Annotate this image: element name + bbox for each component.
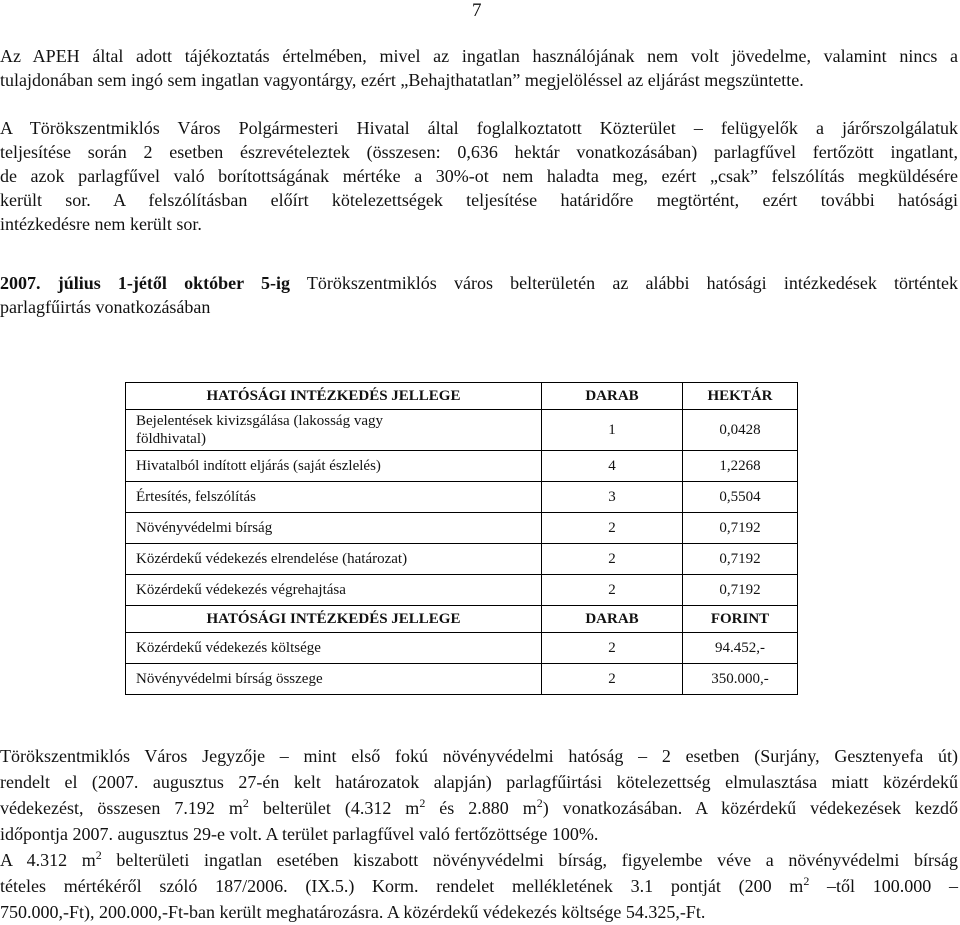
paragraph-jegyzo xyxy=(0,743,958,925)
row-label: Értesítés, felszólítás xyxy=(126,482,542,513)
row-value: 0,7192 xyxy=(683,544,798,575)
row-value: 0,7192 xyxy=(683,513,798,544)
header-cell: DARAB xyxy=(542,606,683,633)
row-label: Közérdekű védekezés költsége xyxy=(126,633,542,664)
table-header-row xyxy=(126,606,798,633)
text-line xyxy=(0,271,958,295)
row-count: 2 xyxy=(542,575,683,606)
row-count: 3 xyxy=(542,482,683,513)
superscript: 2 xyxy=(242,796,249,810)
row-value: 0,5504 xyxy=(683,482,798,513)
row-value: 1,2268 xyxy=(683,451,798,482)
measures-table xyxy=(125,382,798,695)
table-header-row xyxy=(126,383,798,410)
table-row xyxy=(126,544,798,575)
row-label: Növényvédelmi bírság összege xyxy=(126,664,542,695)
row-count: 2 xyxy=(542,513,683,544)
row-label-line: Bejelentések kivizsgálása (lakosság vagy xyxy=(136,413,384,429)
paragraph-kozterulet xyxy=(0,116,958,236)
row-count: 4 xyxy=(542,451,683,482)
date-range-bold: 2007. július 1-jétől október 5-ig xyxy=(0,273,290,293)
superscript: 2 xyxy=(536,796,543,810)
row-label: Növényvédelmi bírság xyxy=(126,513,542,544)
row-label xyxy=(126,410,542,451)
superscript: 2 xyxy=(419,796,426,810)
page-number: 7 xyxy=(472,0,482,21)
table-row xyxy=(126,482,798,513)
row-label-line: földhivatal) xyxy=(136,431,206,447)
row-count: 2 xyxy=(542,664,683,695)
header-cell: DARAB xyxy=(542,383,683,410)
text-line: Törökszentmiklós Város Jegyzője – mint első fokú növényvédelmi hatóság – 2 esetben (Surjány, Gesztenyefa út) xyxy=(0,746,958,766)
text-line: parlagfűirtás vonatkozásában xyxy=(0,297,211,317)
text-fragment: védekezést, összesen 7.192 m xyxy=(0,798,243,818)
text-fragment: A 4.312 m xyxy=(0,850,96,870)
row-count: 2 xyxy=(542,633,683,664)
text-fragment: Törökszentmiklós város belterületén az alábbi hatósági intézkedések történtek xyxy=(289,273,958,293)
table-row xyxy=(126,451,798,482)
table-row xyxy=(126,410,798,451)
table-row xyxy=(126,513,798,544)
text-line: Az APEH által adott tájékoztatás értelmében, mivel az ingatlan használójának nem volt jövedelme, valamint nincs a xyxy=(0,46,958,66)
text-line: időpontja 2007. augusztus 29-e volt. A terület parlagfűvel való fertőzöttsége 100%. xyxy=(0,824,599,844)
text-line: de azok parlagfűvel való borítottságának mértéke a 30%-ot nem haladta meg, ezért „csak” felszólítás megküldésére xyxy=(0,166,958,186)
row-label: Közérdekű védekezés elrendelése (határozat) xyxy=(126,544,542,575)
text-fragment: tételes mértékéről szóló 187/2006. (IX.5.) Korm. rendelet mellékletének 3.1 pontját (200 m xyxy=(0,876,804,896)
text-fragment: belterületi ingatlan esetében kiszabott növényvédelmi bírság, figyelembe véve a növényvédelmi bírság xyxy=(101,850,958,870)
row-value: 0,7192 xyxy=(683,575,798,606)
text-line xyxy=(0,847,958,873)
text-fragment: –től 100.000 – xyxy=(809,876,958,896)
header-cell: HEKTÁR xyxy=(683,383,798,410)
superscript: 2 xyxy=(803,874,810,888)
table-row xyxy=(126,664,798,695)
row-label: Közérdekű védekezés végrehajtása xyxy=(126,575,542,606)
superscript: 2 xyxy=(95,848,102,862)
text-line: tulajdonában sem ingó sem ingatlan vagyontárgy, ezért „Behajthatatlan” megjelöléssel az eljárást megszüntette. xyxy=(0,70,804,90)
row-count: 1 xyxy=(542,410,683,451)
text-line: rendelt el (2007. augusztus 27-én kelt határozatok alapján) parlagfűirtási kötelezettség elmulasztása miatt közérdekű xyxy=(0,772,958,792)
text-fragment: és 2.880 m xyxy=(425,798,537,818)
table-row xyxy=(126,575,798,606)
text-line: 750.000,-Ft), 200.000,-Ft-ban került meghatározásra. A közérdekű védekezés költsége 54.325,-Ft. xyxy=(0,902,706,922)
text-line: intézkedésre nem került sor. xyxy=(0,214,202,234)
table-row xyxy=(126,633,798,664)
text-line: teljesítése során 2 esetben észrevételeztek (összesen: 0,636 hektár vonatkozásában) parlagfűvel fertőzött ingatlant, xyxy=(0,142,958,162)
header-cell: FORINT xyxy=(683,606,798,633)
text-line: A Törökszentmiklós Város Polgármesteri Hivatal által foglalkoztatott Közterület – felügyelők a járőrszolgálatuk xyxy=(0,118,958,138)
row-label: Hivatalból indított eljárás (saját észlelés) xyxy=(126,451,542,482)
text-line xyxy=(0,795,958,821)
row-value: 350.000,- xyxy=(683,664,798,695)
paragraph-apeh xyxy=(0,44,958,92)
text-line: került sor. A felszólításban előírt kötelezettségek teljesítése határidőre megtörtént, ezért további hatósági xyxy=(0,190,958,210)
header-cell: HATÓSÁGI INTÉZKEDÉS JELLEGE xyxy=(126,383,542,410)
row-value: 94.452,- xyxy=(683,633,798,664)
text-fragment: ) vonatkozásában. A közérdekű védekezések kezdő xyxy=(542,798,959,818)
text-line xyxy=(0,873,958,899)
row-value: 0,0428 xyxy=(683,410,798,451)
row-count: 2 xyxy=(542,544,683,575)
header-cell: HATÓSÁGI INTÉZKEDÉS JELLEGE xyxy=(126,606,542,633)
text-fragment: belterület (4.312 m xyxy=(248,798,420,818)
paragraph-intro-table xyxy=(0,271,958,319)
